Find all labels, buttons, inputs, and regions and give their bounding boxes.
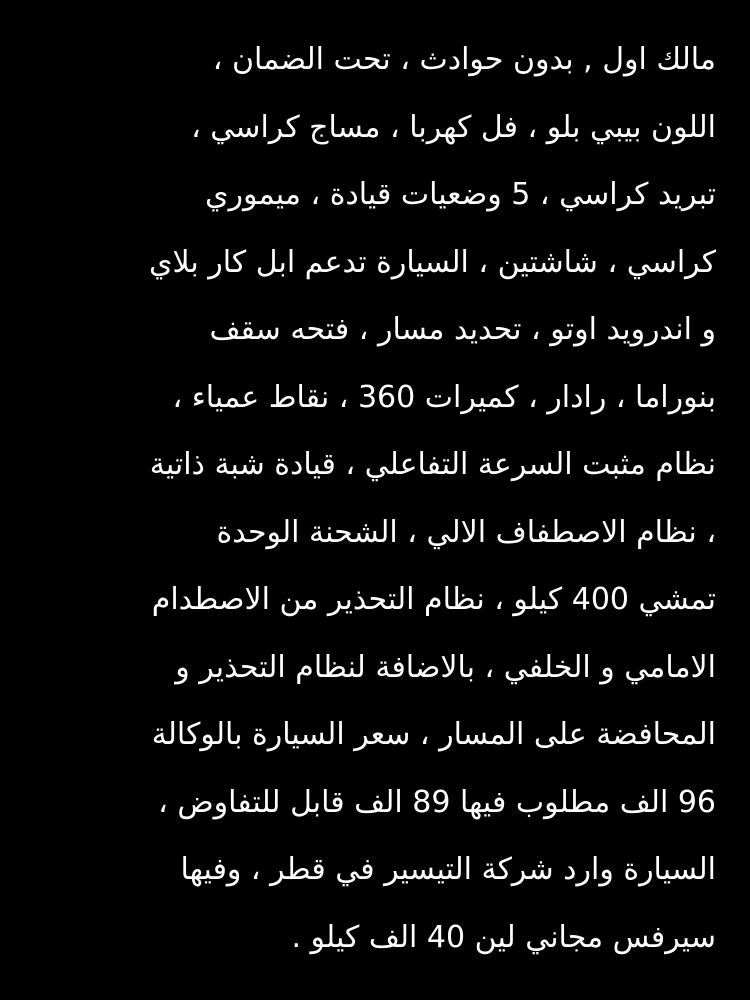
text-line: سيرفس مجاني لين 40 الف كيلو . — [291, 919, 716, 955]
text-line: و اندرويد اوتو ، تحديد مسار ، فتحه سقف — [209, 312, 716, 347]
text-line: تبريد كراسي ، 5 وضعيات قيادة ، ميموري — [205, 177, 716, 212]
text-line: كراسي ، شاشتين ، السيارة تدعم ابل كار بلاي — [149, 244, 716, 280]
text-line: تمشي 400 كيلو ، نظام التحذير من الاصطدام — [151, 582, 716, 617]
text-line: نظام مثبت السرعة التفاعلي ، قيادة شبة ذاتية — [149, 447, 716, 482]
text-line: الامامي و الخلفي ، بالاضافة لنظام التحذير و — [175, 649, 716, 685]
text-line: المحافضة على المسار ، سعر السيارة بالوكالة — [151, 717, 716, 752]
text-line: ، نظام الاصطفاف الالي ، الشحنة الوحدة — [216, 514, 716, 550]
text-line: مالك اول , بدون حوادث ، تحت الضمان ، — [212, 42, 716, 77]
text-line: بنوراما ، رادار ، كميرات 360 ، نقاط عمياء ، — [172, 379, 716, 415]
text-line: 96 الف مطلوب فيها 89 الف قابل للتفاوض ، — [158, 784, 716, 820]
text-line: اللون بيبي بلو ، فل كهربا ، مساج كراسي ، — [191, 109, 716, 145]
car-listing-description — [20, 26, 716, 971]
text-line: السيارة وارد شركة التيسير في قطر ، وفيها — [180, 852, 716, 887]
